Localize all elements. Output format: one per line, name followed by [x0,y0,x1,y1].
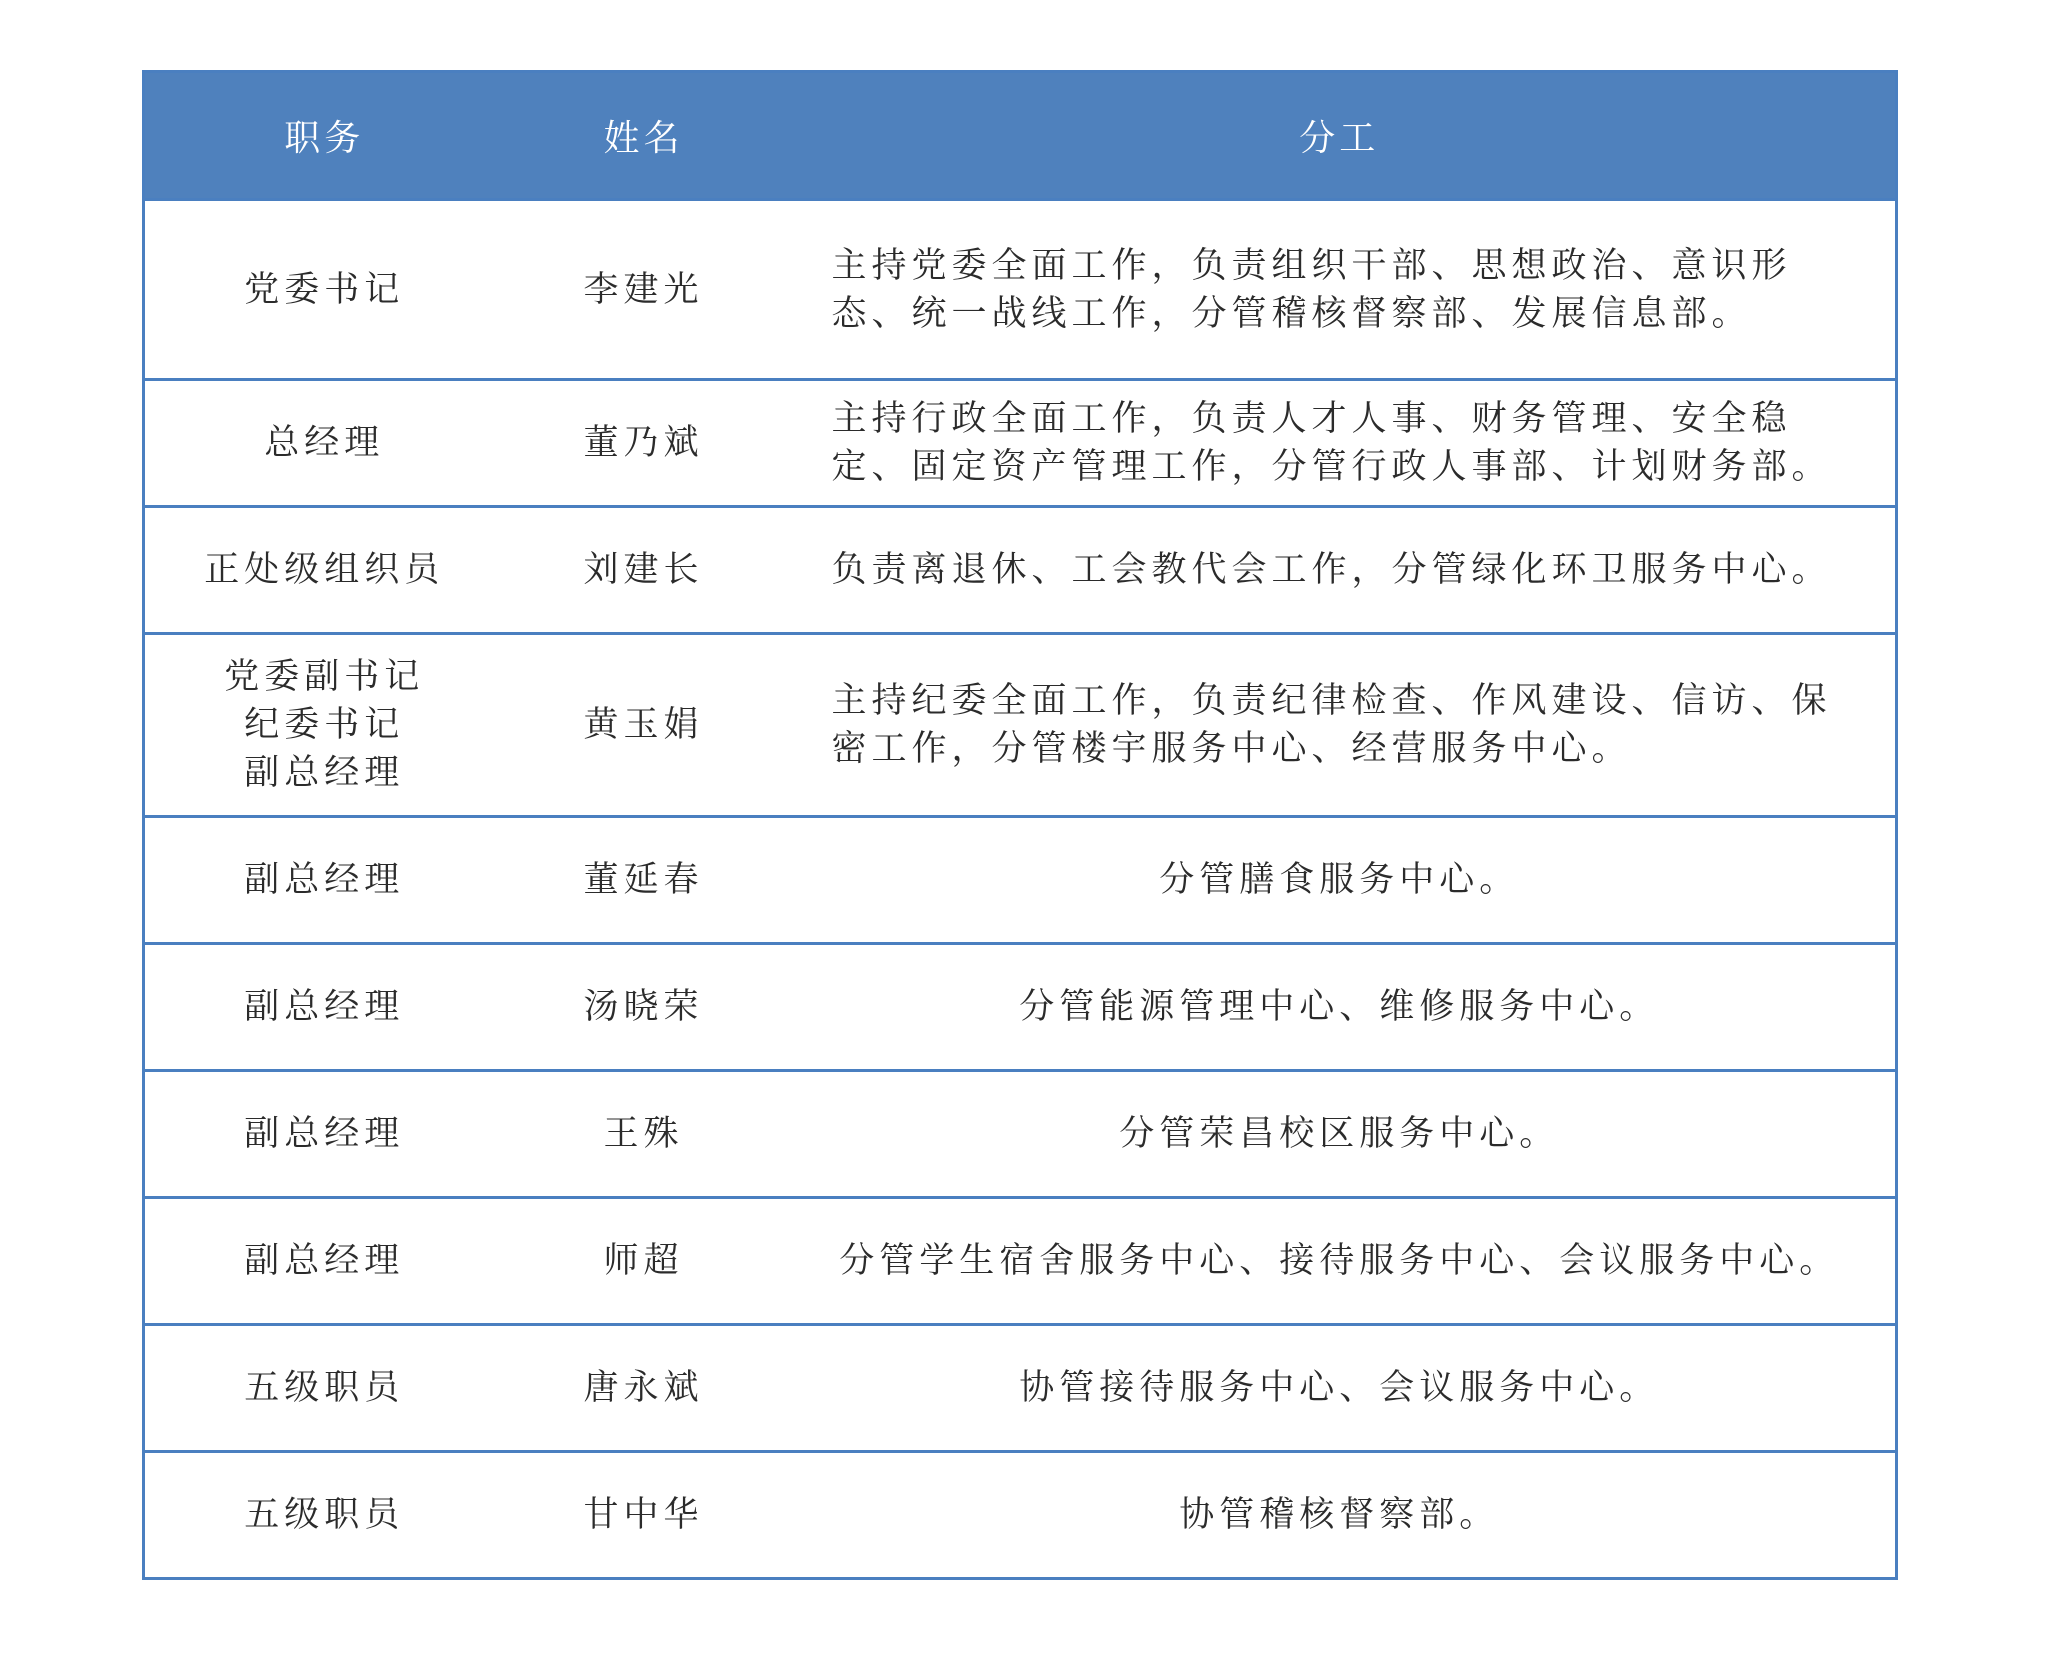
table-row [144,634,1897,817]
role-text: 副总经理 [244,987,405,1027]
duty-cell: 分管荣昌校区服务中心。 [784,1071,1897,1198]
role-cell [144,507,504,634]
role-cell [144,200,504,380]
role-text: 五级职员 [244,1368,405,1408]
table-row [144,817,1897,944]
name-cell: 刘建长 [504,507,784,634]
name-cell: 黄玉娟 [504,634,784,817]
name-cell: 师超 [504,1198,784,1325]
header-name: 姓名 [603,118,684,159]
role-text: 纪委书记 [244,705,405,745]
role-text: 党委副书记 [224,657,425,697]
role-text: 五级职员 [244,1495,405,1535]
duty-cell: 主持行政全面工作，负责人才人事、财务管理、安全稳定、固定资产管理工作，分管行政人事部、计划财务部。 [784,380,1897,507]
role-text: 总经理 [264,423,385,463]
name-cell: 董乃斌 [504,380,784,507]
name-cell: 董延春 [504,817,784,944]
duty-cell: 负责离退休、工会教代会工作，分管绿化环卫服务中心。 [784,507,1897,634]
header-row [144,72,1897,200]
role-cell [144,817,504,944]
duty-cell: 协管稽核督察部。 [784,1452,1897,1579]
table-body [144,200,1897,1579]
role-text: 副总经理 [244,1114,405,1154]
role-text: 副总经理 [244,860,405,900]
duty-cell: 分管学生宿舍服务中心、接待服务中心、会议服务中心。 [784,1198,1897,1325]
header-role: 职务 [284,118,365,159]
table-row [144,507,1897,634]
table-row [144,1071,1897,1198]
name-cell: 唐永斌 [504,1325,784,1452]
duty-cell: 协管接待服务中心、会议服务中心。 [784,1325,1897,1452]
table-row [144,1452,1897,1579]
name-cell: 汤晓荣 [504,944,784,1071]
name-cell: 王殊 [504,1071,784,1198]
table-row [144,1325,1897,1452]
duty-cell: 分管膳食服务中心。 [784,817,1897,944]
role-text: 正处级组织员 [204,550,445,590]
table-row [144,1198,1897,1325]
role-cell [144,1325,504,1452]
name-cell: 李建光 [504,200,784,380]
role-text: 副总经理 [244,1241,405,1281]
header-duty: 分工 [1299,118,1380,159]
table-row [144,380,1897,507]
duty-cell: 分管能源管理中心、维修服务中心。 [784,944,1897,1071]
duty-cell: 主持纪委全面工作，负责纪律检查、作风建设、信访、保密工作，分管楼宇服务中心、经营服务中心。 [784,634,1897,817]
table-row [144,944,1897,1071]
role-cell [144,380,504,507]
table-row [144,200,1897,380]
role-cell [144,1071,504,1198]
name-cell: 甘中华 [504,1452,784,1579]
duty-assignment-table [142,70,1898,1580]
table-header [144,72,1897,200]
duty-cell: 主持党委全面工作，负责组织干部、思想政治、意识形态、统一战线工作，分管稽核督察部、发展信息部。 [784,200,1897,380]
role-cell [144,1198,504,1325]
duty-table-container [142,70,1895,1580]
role-text: 副总经理 [244,753,405,793]
role-cell [144,634,504,817]
role-text: 党委书记 [244,269,405,310]
role-cell [144,944,504,1071]
role-cell [144,1452,504,1579]
